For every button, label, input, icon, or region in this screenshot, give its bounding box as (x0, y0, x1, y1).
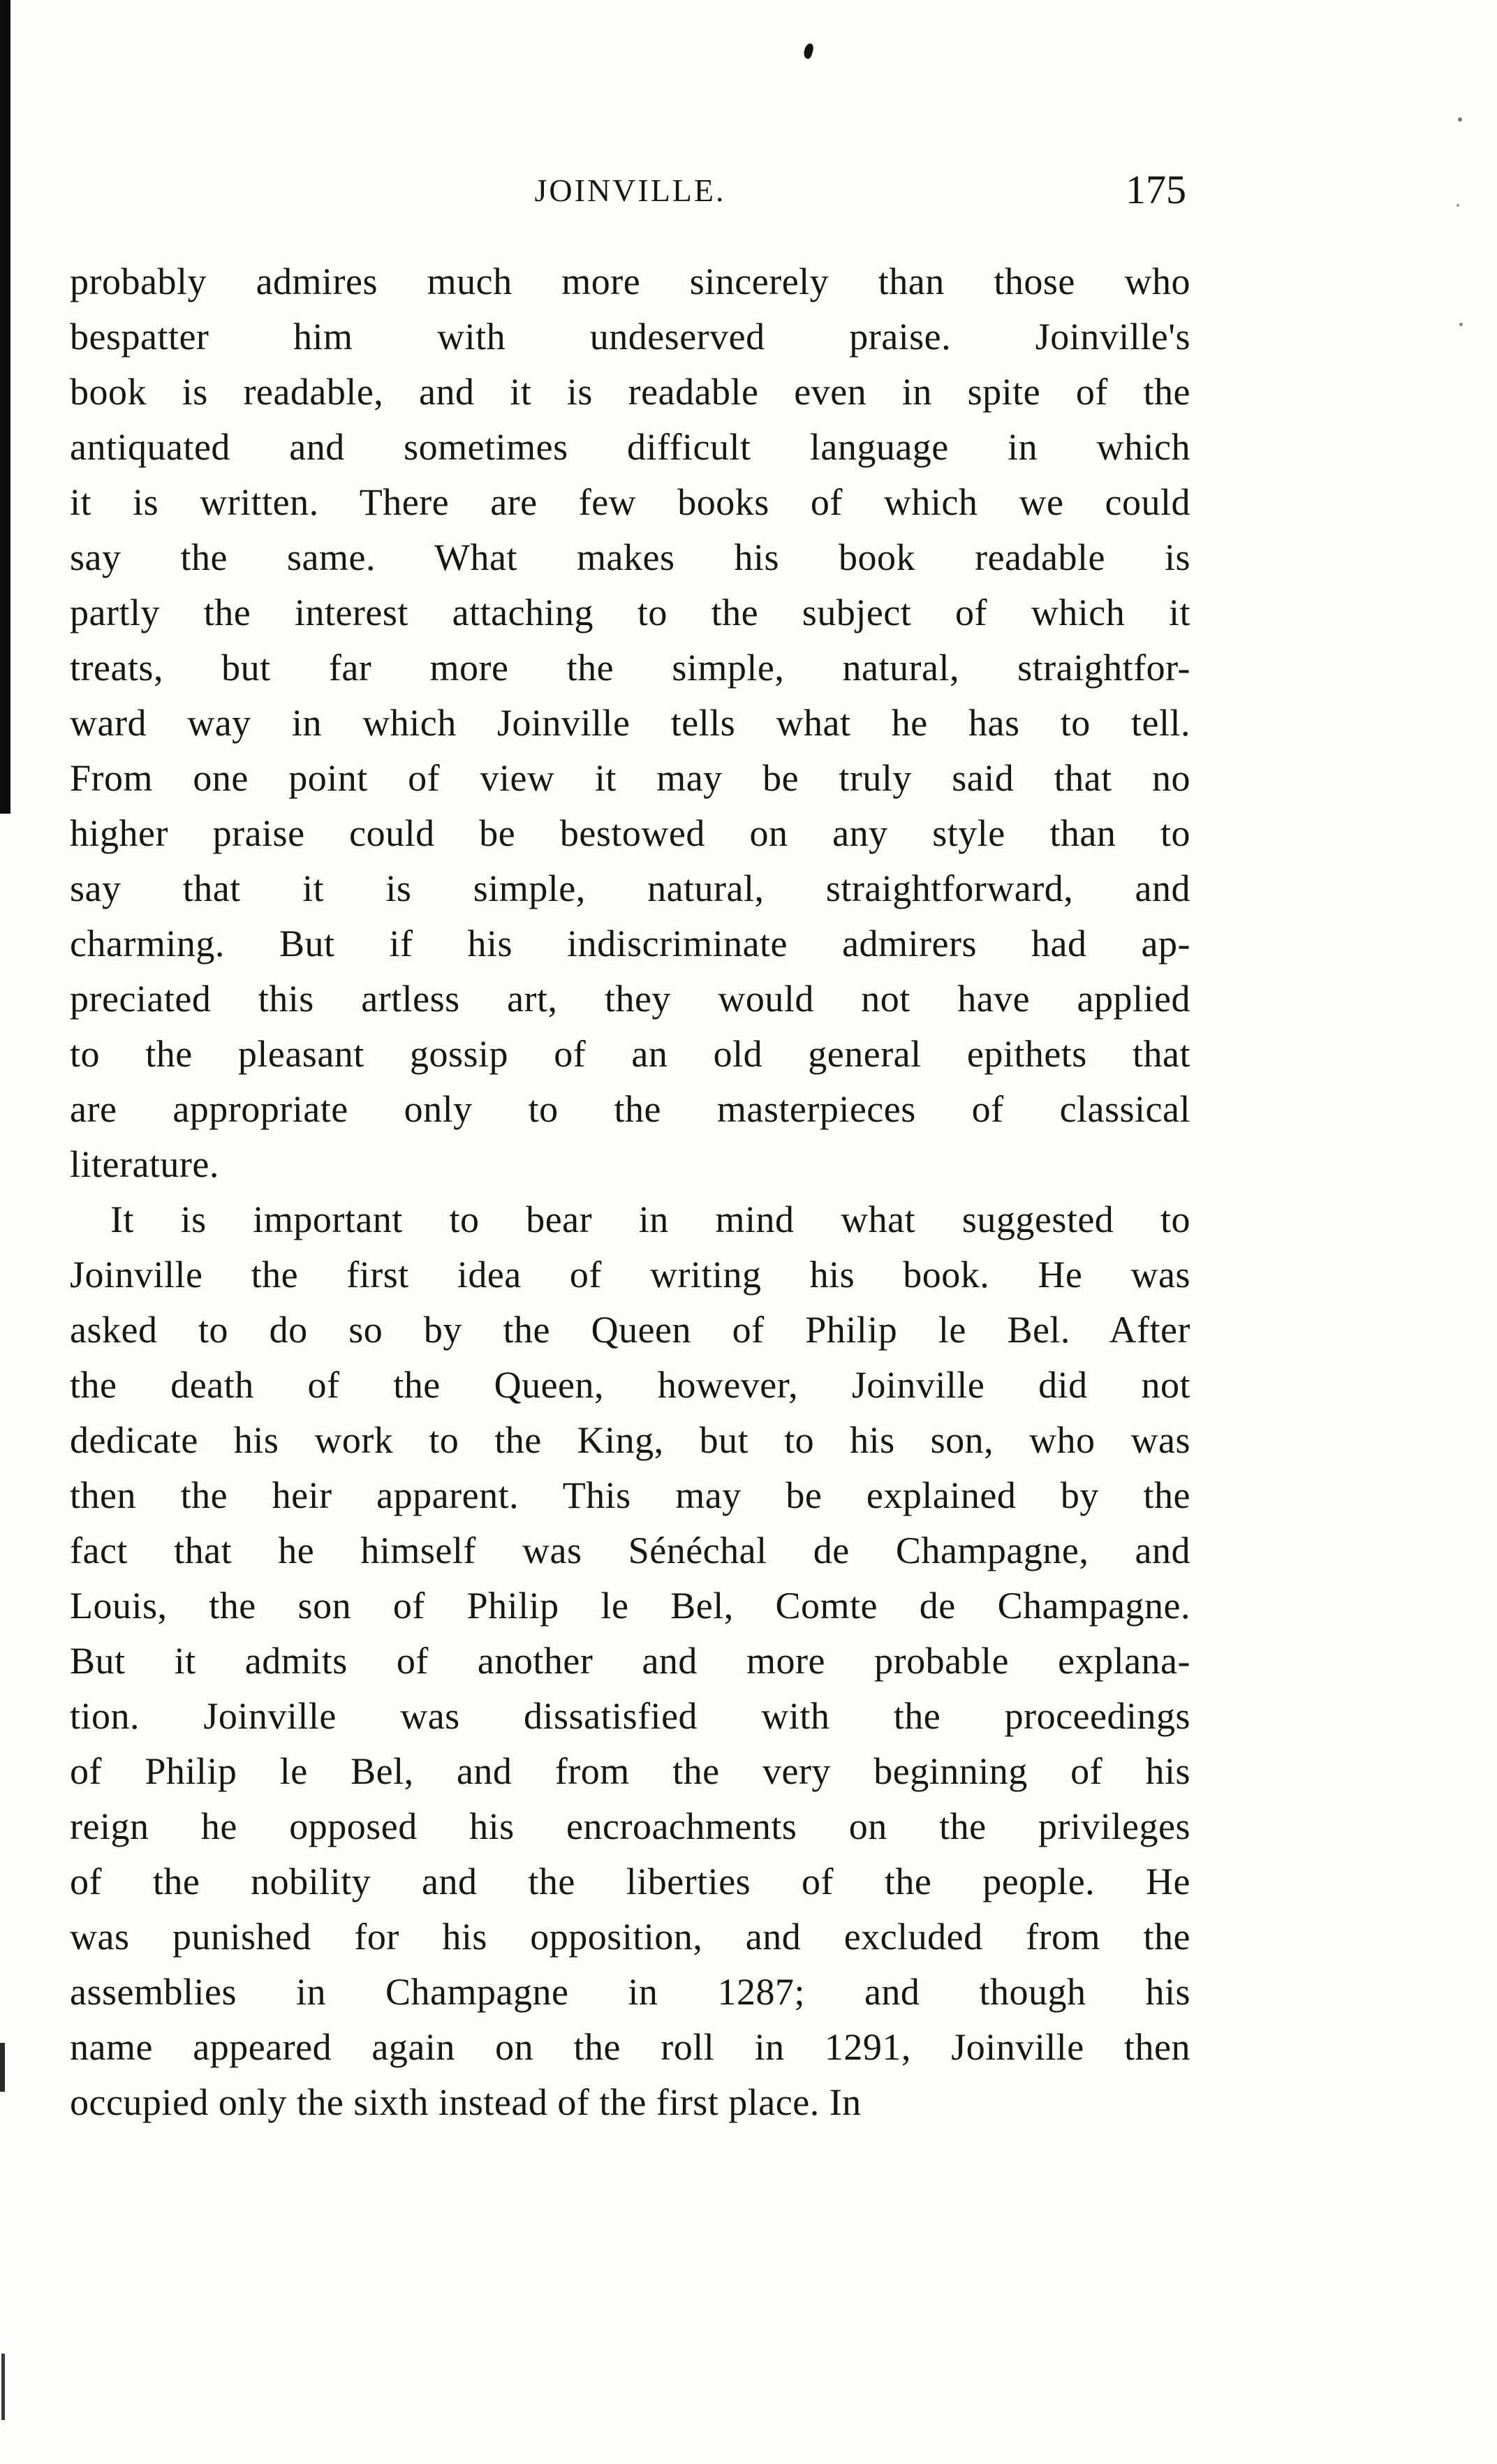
text-line: From one point of view it may be truly said that no (70, 757, 1190, 799)
running-head (70, 166, 1190, 211)
scan-artifact-dot (1459, 323, 1463, 326)
text-line: It is important to bear in mind what suggested to (110, 1198, 1190, 1240)
text-line: of the nobility and the liberties of the people. He (70, 1861, 1190, 1902)
text-line: to the pleasant gossip of an old general epithets that (70, 1033, 1190, 1075)
text-line: Louis, the son of Philip le Bel, Comte de Champagne. (70, 1585, 1190, 1627)
text-line: was punished for his opposition, and excluded from the (70, 1916, 1190, 1958)
text-line: higher praise could be bestowed on any style than to (70, 812, 1190, 854)
text-line: ward way in which Joinville tells what he has to tell. (70, 702, 1190, 744)
text-line: But it admits of another and more probable explana- (70, 1640, 1190, 1682)
text-line: the death of the Queen, however, Joinville did not (70, 1364, 1190, 1406)
text-line: book is readable, and it is readable even in spite of the (70, 371, 1190, 413)
text-line: literature. (70, 1143, 219, 1185)
text-line: it is written. There are few books of which we could (70, 481, 1190, 523)
text-line: say that it is simple, natural, straightforward, and (70, 867, 1190, 909)
text-paragraph (70, 1192, 1190, 2130)
scan-artifact-left-tick (0, 2043, 5, 2092)
running-head-title: JOINVILLE. (534, 173, 726, 208)
text-line: reign he opposed his encroachments on the privileges (70, 1805, 1190, 1847)
text-line: preciated this artless art, they would not have applied (70, 978, 1190, 1020)
text-line: name appeared again on the roll in 1291, Joinville then (70, 2026, 1190, 2068)
text-line: treats, but far more the simple, natural, straightfor- (70, 647, 1190, 689)
text-line: occupied only the sixth instead of the first place. In (70, 2081, 862, 2123)
text-line: say the same. What makes his book readable is (70, 536, 1190, 578)
text-line: fact that he himself was Sénéchal de Champagne, and (70, 1530, 1190, 1571)
text-line: bespatter him with undeserved praise. Joinville's (70, 316, 1190, 358)
text-line: dedicate his work to the King, but to his son, who was (70, 1419, 1190, 1461)
text-line: tion. Joinville was dissatisfied with the proceedings (70, 1695, 1190, 1737)
text-line: antiquated and sometimes difficult language in which (70, 426, 1190, 468)
text-body (70, 254, 1190, 2130)
page-number: 175 (1126, 167, 1186, 212)
text-line: charming. But if his indiscriminate admirers had ap- (70, 923, 1190, 965)
page-content (70, 166, 1190, 2130)
text-line: probably admires much more sincerely than those who (70, 261, 1190, 302)
scan-artifact-left-tick (1, 2354, 5, 2420)
text-paragraph (70, 254, 1190, 1192)
text-line: Joinville the first idea of writing his book. He was (70, 1254, 1190, 1296)
scan-artifact-dot (1458, 117, 1462, 122)
scan-artifact-left-bar (0, 0, 10, 814)
text-line: asked to do so by the Queen of Philip le Bel. After (70, 1309, 1190, 1351)
text-line: partly the interest attaching to the subject of which it (70, 592, 1190, 633)
text-line: assemblies in Champagne in 1287; and though his (70, 1971, 1190, 2013)
scan-artifact-dot (1457, 204, 1459, 207)
text-line: are appropriate only to the masterpieces of classical (70, 1088, 1190, 1130)
text-line: of Philip le Bel, and from the very beginning of his (70, 1750, 1190, 1792)
scan-artifact-speck (802, 43, 815, 60)
text-line: then the heir apparent. This may be explained by the (70, 1474, 1190, 1516)
